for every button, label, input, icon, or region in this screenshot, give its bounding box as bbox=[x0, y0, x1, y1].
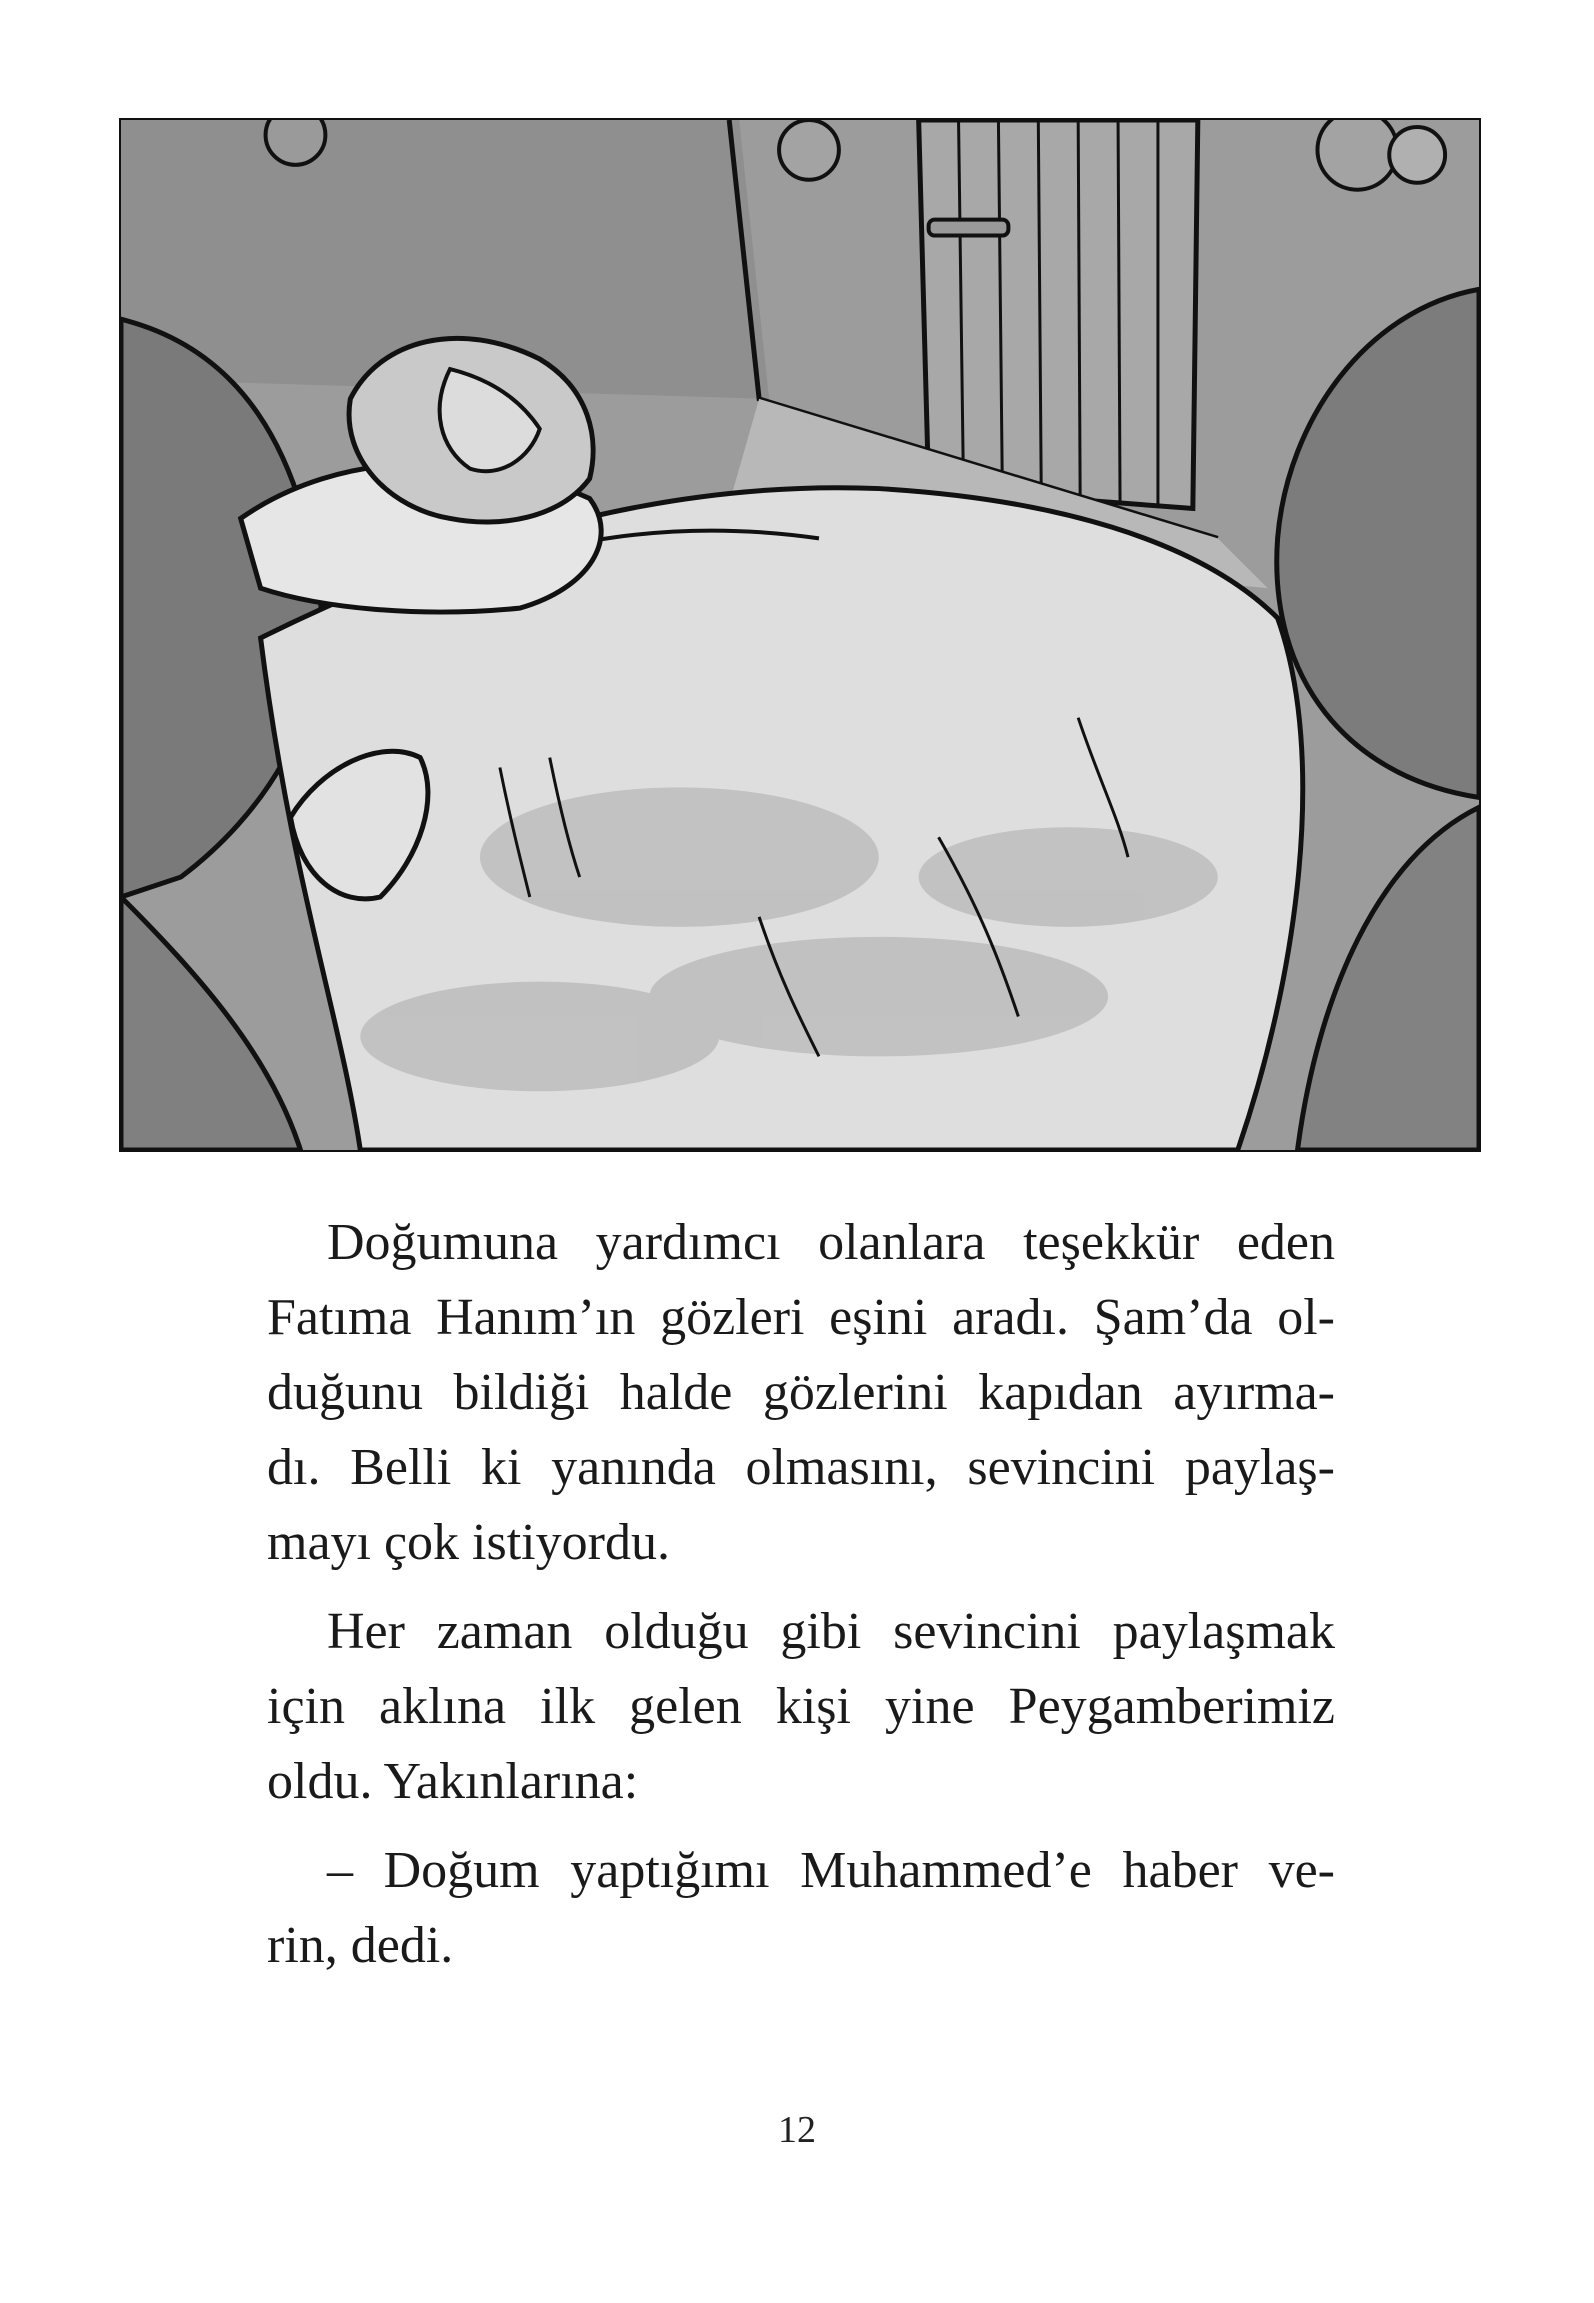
text-line: – Doğum yaptığımı Muhammed’e haber ve- bbox=[327, 1842, 1335, 1899]
text-line: Her zaman olduğu gibi sevincini paylaşmak bbox=[327, 1603, 1335, 1660]
text-line: mayı çok istiyordu. bbox=[267, 1514, 670, 1571]
text-line: dı. Belli ki yanında olmasını, sevincini paylaş- bbox=[267, 1439, 1335, 1496]
text-line: duğunu bildiği halde gözlerini kapıdan ayırma- bbox=[267, 1364, 1335, 1421]
text-line: rin, dedi. bbox=[267, 1917, 454, 1974]
text-line: Fatıma Hanım’ın gözleri eşini aradı. Şam’da ol- bbox=[267, 1289, 1335, 1346]
bedroom-illustration bbox=[119, 118, 1481, 1152]
woman-resting-in-bed-illustration bbox=[121, 120, 1479, 1150]
text-line: Doğumuna yardımcı olanlara teşekkür eden bbox=[327, 1214, 1335, 1271]
text-line: oldu. Yakınlarına: bbox=[267, 1753, 639, 1810]
text-line: için aklına ilk gelen kişi yine Peygamberimiz bbox=[267, 1678, 1335, 1735]
page-number: 12 bbox=[778, 2109, 816, 2151]
story-text bbox=[267, 1205, 1335, 1983]
